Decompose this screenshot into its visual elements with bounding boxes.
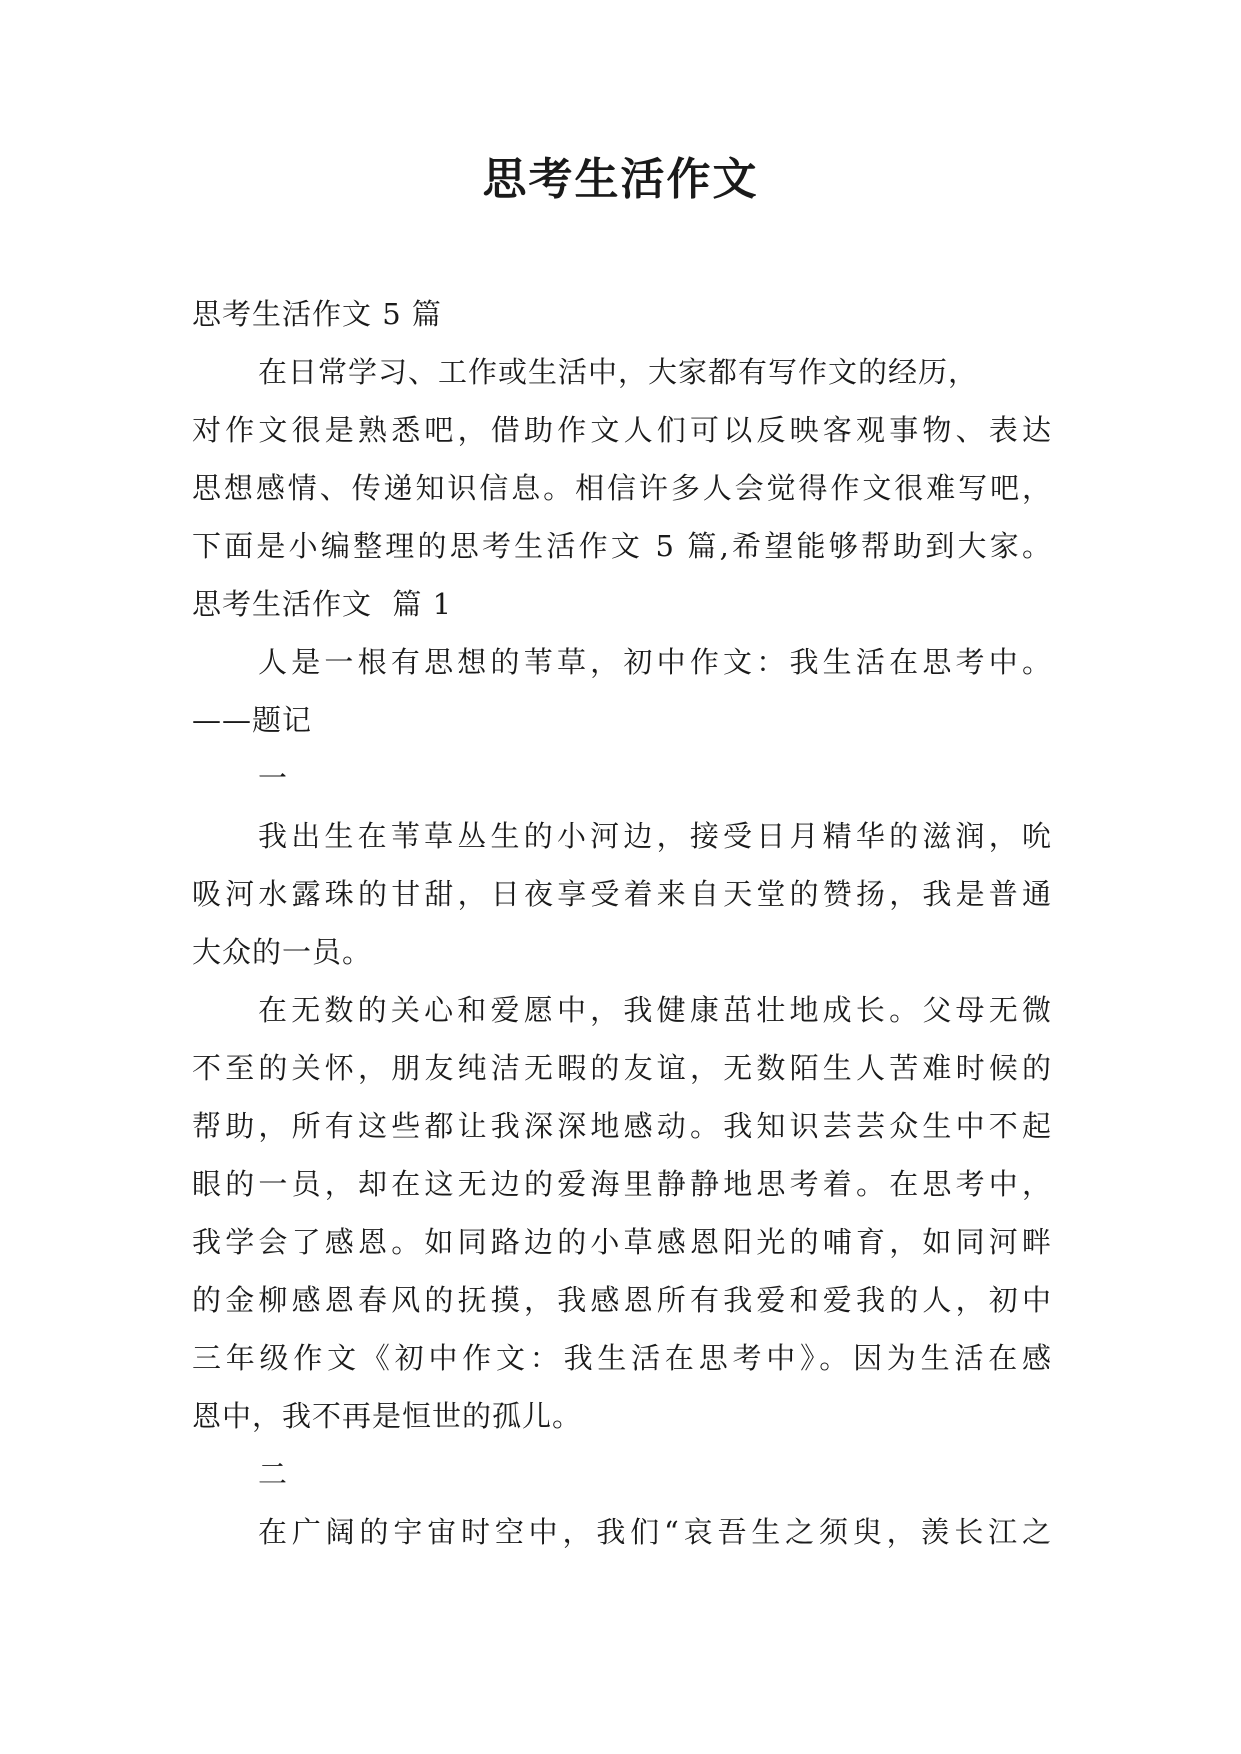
paragraph-line: 大众的一员。: [192, 935, 373, 969]
paragraph-3: [192, 1503, 1052, 1561]
paragraph-line: 在日常学习、工作或生活中，大家都有写作文的经历，: [258, 355, 979, 389]
paragraph-line: 三年级作文《初中作文：我生活在思考中》。因为生活在感: [192, 1341, 1052, 1375]
paragraph-line: 的金柳感恩春风的抚摸，我感恩所有我爱和爱我的人，初中: [192, 1283, 1052, 1317]
part-marker-two: 二: [258, 1457, 289, 1491]
paragraph-line: 对作文很是熟悉吧，借助作文人们可以反映客观事物、表达: [192, 413, 1052, 447]
paragraph-line: 不至的关怀，朋友纯洁无暇的友谊，无数陌生人苦难时候的: [192, 1051, 1052, 1085]
paragraph-line: 眼的一员，却在这无边的爱海里静静地思考着。在思考中，: [192, 1167, 1052, 1201]
paragraph-1: [192, 807, 1052, 981]
paragraph-line: 帮助，所有这些都让我深深地感动。我知识芸芸众生中不起: [192, 1109, 1052, 1143]
document-subtitle: 思考生活作文 5 篇: [192, 297, 442, 331]
paragraph-line: 思想感情、传递知识信息。相信许多人会觉得作文很难写吧，: [192, 471, 1052, 505]
paragraph-line: 恩中，我不再是恒世的孤儿。: [192, 1399, 583, 1433]
paragraph-2: [192, 981, 1052, 1445]
paragraph-line: 在无数的关心和爱愿中，我健康茁壮地成长。父母无微: [258, 993, 1052, 1027]
paragraph-line: ——题记: [192, 703, 313, 737]
document-title: 思考生活作文: [482, 154, 759, 205]
paragraph-line: 吸河水露珠的甘甜，日夜享受着来自天堂的赞扬，我是普通: [192, 877, 1052, 911]
intro-paragraph: [192, 343, 1052, 575]
section-heading: 思考生活作文 篇 1: [192, 587, 453, 621]
document-body: [192, 285, 1052, 1561]
epigraph: [192, 633, 1052, 749]
paragraph-line: 在广阔的宇宙时空中，我们“哀吾生之须臾，羡长江之: [258, 1515, 1052, 1549]
paragraph-line: 我出生在苇草丛生的小河边，接受日月精华的滋润，吮: [258, 819, 1052, 853]
part-marker-one: 一: [258, 761, 289, 795]
paragraph-line: 我学会了感恩。如同路边的小草感恩阳光的哺育，如同河畔: [192, 1225, 1052, 1259]
paragraph-line: 下面是小编整理的思考生活作文 5 篇,希望能够帮助到大家。: [192, 529, 1052, 563]
paragraph-line: 人是一根有思想的苇草，初中作文：我生活在思考中。: [258, 645, 1052, 679]
